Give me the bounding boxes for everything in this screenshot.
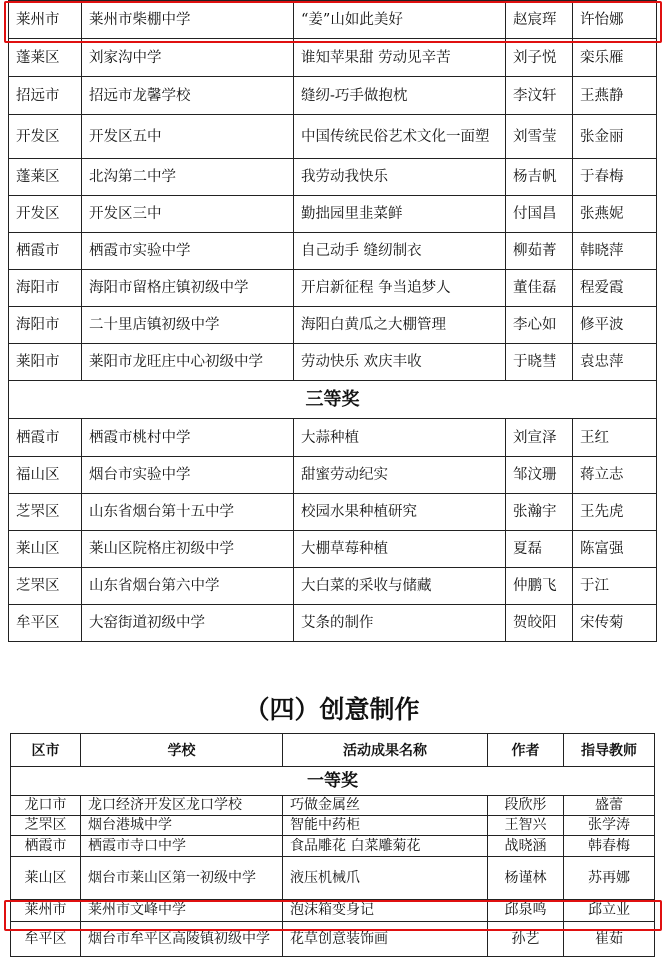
school-cell: 山东省烟台第六中学 xyxy=(82,568,294,605)
district-cell: 开发区 xyxy=(9,115,82,159)
teacher-cell: 张燕妮 xyxy=(573,196,657,233)
author-cell: 李汶轩 xyxy=(506,77,573,115)
col-header-teacher: 指导教师 xyxy=(564,734,655,767)
author-cell: 于晓彗 xyxy=(506,344,573,381)
col-header-author: 作者 xyxy=(488,734,564,767)
school-cell: 栖霞市实验中学 xyxy=(82,233,294,270)
teacher-cell: 宋传菊 xyxy=(573,605,657,642)
teacher-cell: 王红 xyxy=(573,419,657,457)
author-cell: 邱泉鸣 xyxy=(488,900,564,922)
teacher-cell: 苏再娜 xyxy=(564,857,655,900)
author-cell: 邹汶珊 xyxy=(506,457,573,494)
author-cell: 杨谨林 xyxy=(488,857,564,900)
district-cell: 莱山区 xyxy=(11,857,81,900)
district-cell: 蓬莱区 xyxy=(9,39,82,77)
section-title: （四）创意制作 xyxy=(244,695,420,724)
work-title-cell: 甜蜜劳动纪实 xyxy=(294,457,506,494)
district-cell: 芝罘区 xyxy=(9,568,82,605)
work-title-cell: 谁知苹果甜 劳动见辛苦 xyxy=(294,39,506,77)
work-title-cell: 我劳动我快乐 xyxy=(294,159,506,196)
teacher-cell: 韩晓萍 xyxy=(573,233,657,270)
table-row xyxy=(9,39,657,77)
teacher-cell: 崔茹 xyxy=(564,922,655,957)
school-cell: 烟台港城中学 xyxy=(81,816,283,836)
district-cell: 牟平区 xyxy=(11,922,81,957)
table-row xyxy=(9,77,657,115)
district-cell: 招远市 xyxy=(9,77,82,115)
teacher-cell: 陈富强 xyxy=(573,531,657,568)
work-title-cell: 智能中药柜 xyxy=(283,816,488,836)
work-title-cell: 勤拙园里韭菜鲜 xyxy=(294,196,506,233)
work-title-cell: 艾条的制作 xyxy=(294,605,506,642)
table-row xyxy=(9,531,657,568)
work-title-cell: 开启新征程 争当追梦人 xyxy=(294,270,506,307)
table-row xyxy=(9,307,657,344)
district-cell: 福山区 xyxy=(9,457,82,494)
work-title-cell: 巧做金属丝 xyxy=(283,796,488,816)
table-row xyxy=(9,1,657,39)
teacher-cell: 栾乐雁 xyxy=(573,39,657,77)
work-title-cell: 劳动快乐 欢庆丰收 xyxy=(294,344,506,381)
district-cell: 芝罘区 xyxy=(9,494,82,531)
district-cell: 芝罘区 xyxy=(11,816,81,836)
table-row xyxy=(11,836,655,857)
table-row xyxy=(11,922,655,957)
table-row xyxy=(9,115,657,159)
school-cell: 莱阳市龙旺庄中心初级中学 xyxy=(82,344,294,381)
creative-making-table xyxy=(10,733,655,957)
work-title-cell: 海阳白黄瓜之大棚管理 xyxy=(294,307,506,344)
teacher-cell: 张学涛 xyxy=(564,816,655,836)
work-title-cell: 食品雕花 白菜雕菊花 xyxy=(283,836,488,857)
school-cell: 大窑街道初级中学 xyxy=(82,605,294,642)
table-row xyxy=(9,344,657,381)
table-row xyxy=(11,900,655,922)
prize-header-row xyxy=(9,381,657,419)
award-table-2 xyxy=(8,0,657,642)
author-cell: 董佳磊 xyxy=(506,270,573,307)
teacher-cell: 于春梅 xyxy=(573,159,657,196)
school-cell: 北沟第二中学 xyxy=(82,159,294,196)
first-prize-label: 一等奖 xyxy=(11,767,655,796)
teacher-cell: 袁忠萍 xyxy=(573,344,657,381)
second-prize-rows xyxy=(9,1,657,381)
school-cell: 海阳市留格庄镇初级中学 xyxy=(82,270,294,307)
table-row xyxy=(9,568,657,605)
table-row xyxy=(9,270,657,307)
work-title-cell: 大蒜种植 xyxy=(294,419,506,457)
district-cell: 莱州市 xyxy=(11,900,81,922)
district-cell: 栖霞市 xyxy=(9,419,82,457)
work-title-cell: “姜”山如此美好 xyxy=(294,1,506,39)
table-row xyxy=(9,159,657,196)
table-row xyxy=(9,494,657,531)
work-title-cell: 液压机械爪 xyxy=(283,857,488,900)
work-title-cell: 花草创意装饰画 xyxy=(283,922,488,957)
district-cell: 牟平区 xyxy=(9,605,82,642)
author-cell: 贺皎阳 xyxy=(506,605,573,642)
teacher-cell: 邱立业 xyxy=(564,900,655,922)
school-cell: 栖霞市寺口中学 xyxy=(81,836,283,857)
table-row xyxy=(11,816,655,836)
table-row xyxy=(9,419,657,457)
table-row xyxy=(9,196,657,233)
school-cell: 山东省烟台第十五中学 xyxy=(82,494,294,531)
third-prize-label: 三等奖 xyxy=(9,381,657,419)
table-row xyxy=(9,605,657,642)
author-cell: 付国昌 xyxy=(506,196,573,233)
school-cell: 招远市龙馨学校 xyxy=(82,77,294,115)
teacher-cell: 蒋立志 xyxy=(573,457,657,494)
district-cell: 莱山区 xyxy=(9,531,82,568)
teacher-cell: 许怡娜 xyxy=(573,1,657,39)
author-cell: 刘雪莹 xyxy=(506,115,573,159)
work-title-cell: 泡沫箱变身记 xyxy=(283,900,488,922)
table-row xyxy=(11,857,655,900)
teacher-cell: 王燕静 xyxy=(573,77,657,115)
teacher-cell: 盛蕾 xyxy=(564,796,655,816)
col-header-district: 区市 xyxy=(11,734,81,767)
school-cell: 龙口经济开发区龙口学校 xyxy=(81,796,283,816)
district-cell: 海阳市 xyxy=(9,270,82,307)
author-cell: 孙艺 xyxy=(488,922,564,957)
author-cell: 赵宸珲 xyxy=(506,1,573,39)
teacher-cell: 程爱霞 xyxy=(573,270,657,307)
district-cell: 龙口市 xyxy=(11,796,81,816)
teacher-cell: 张金丽 xyxy=(573,115,657,159)
school-cell: 刘家沟中学 xyxy=(82,39,294,77)
work-title-cell: 缝纫-巧手做抱枕 xyxy=(294,77,506,115)
district-cell: 海阳市 xyxy=(9,307,82,344)
author-cell: 刘宣泽 xyxy=(506,419,573,457)
first-prize-rows xyxy=(11,796,655,957)
teacher-cell: 于江 xyxy=(573,568,657,605)
work-title-cell: 大棚草莓种植 xyxy=(294,531,506,568)
author-cell: 李心如 xyxy=(506,307,573,344)
work-title-cell: 校园水果种植研究 xyxy=(294,494,506,531)
author-cell: 张瀚宇 xyxy=(506,494,573,531)
author-cell: 段欣彤 xyxy=(488,796,564,816)
table-row xyxy=(9,457,657,494)
table-header-row xyxy=(11,734,655,767)
district-cell: 莱州市 xyxy=(9,1,82,39)
teacher-cell: 修平波 xyxy=(573,307,657,344)
school-cell: 莱州市柴棚中学 xyxy=(82,1,294,39)
table-row xyxy=(11,796,655,816)
school-cell: 烟台市牟平区高陵镇初级中学 xyxy=(81,922,283,957)
school-cell: 烟台市莱山区第一初级中学 xyxy=(81,857,283,900)
work-title-cell: 大白菜的采收与储藏 xyxy=(294,568,506,605)
col-header-school: 学校 xyxy=(81,734,283,767)
author-cell: 仲鹏飞 xyxy=(506,568,573,605)
table-row xyxy=(9,233,657,270)
district-cell: 莱阳市 xyxy=(9,344,82,381)
author-cell: 战晓涵 xyxy=(488,836,564,857)
author-cell: 杨吉帆 xyxy=(506,159,573,196)
author-cell: 刘子悦 xyxy=(506,39,573,77)
teacher-cell: 韩春梅 xyxy=(564,836,655,857)
author-cell: 王智兴 xyxy=(488,816,564,836)
col-header-work: 活动成果名称 xyxy=(283,734,488,767)
third-prize-rows xyxy=(9,419,657,642)
school-cell: 烟台市实验中学 xyxy=(82,457,294,494)
district-cell: 蓬莱区 xyxy=(9,159,82,196)
work-title-cell: 自己动手 缝纫制衣 xyxy=(294,233,506,270)
prize-header-row xyxy=(11,767,655,796)
school-cell: 开发区三中 xyxy=(82,196,294,233)
district-cell: 栖霞市 xyxy=(9,233,82,270)
school-cell: 莱州市文峰中学 xyxy=(81,900,283,922)
author-cell: 夏磊 xyxy=(506,531,573,568)
school-cell: 栖霞市桃村中学 xyxy=(82,419,294,457)
district-cell: 栖霞市 xyxy=(11,836,81,857)
teacher-cell: 王先虎 xyxy=(573,494,657,531)
school-cell: 二十里店镇初级中学 xyxy=(82,307,294,344)
work-title-cell: 中国传统民俗艺术文化一面塑 xyxy=(294,115,506,159)
school-cell: 莱山区院格庄初级中学 xyxy=(82,531,294,568)
district-cell: 开发区 xyxy=(9,196,82,233)
school-cell: 开发区五中 xyxy=(82,115,294,159)
author-cell: 柳茹菁 xyxy=(506,233,573,270)
